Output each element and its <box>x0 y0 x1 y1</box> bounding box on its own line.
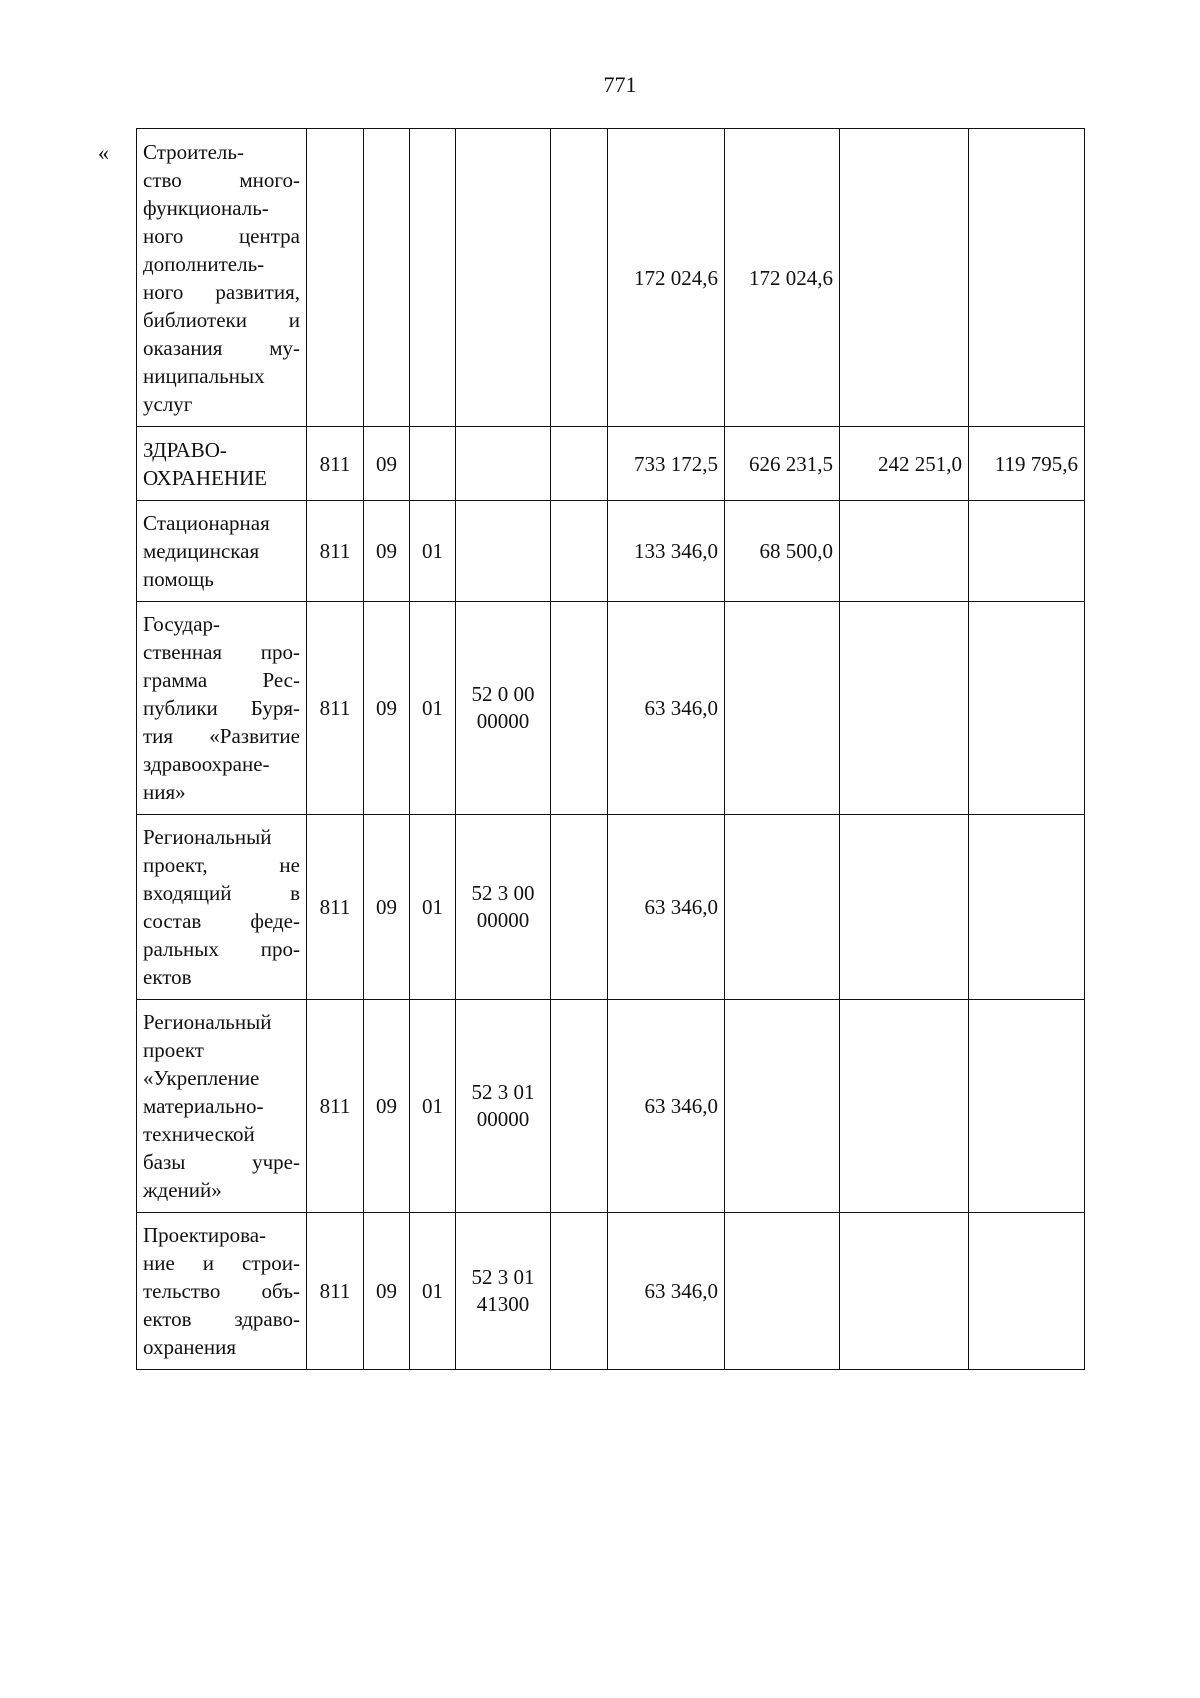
sum-column-3-cell <box>840 1213 969 1370</box>
item-name-line: здравоохране- <box>143 752 270 776</box>
subsection-code-cell: 01 <box>410 602 456 815</box>
item-name-line: ного центра <box>143 223 300 248</box>
item-name-line: ние и строи- <box>143 1251 300 1275</box>
ministry-code-cell: 811 <box>307 427 364 501</box>
subsection-code-cell <box>410 129 456 427</box>
ministry-code-cell: 811 <box>307 1000 364 1213</box>
subsection-code-cell: 01 <box>410 1000 456 1213</box>
expense-type-cell <box>551 815 608 1000</box>
item-name-line: тельство объ- <box>143 1279 300 1303</box>
sum-column-3-cell <box>840 501 969 602</box>
sum-column-3-cell <box>840 1000 969 1213</box>
table-row <box>137 1213 1085 1370</box>
subsection-code-cell <box>410 427 456 501</box>
table-row <box>137 129 1085 427</box>
item-name-line: ЗДРАВО- <box>143 437 227 462</box>
sum-total-cell: 733 172,5 <box>608 427 725 501</box>
item-name-line: Стационарная <box>143 511 270 535</box>
expense-type-cell <box>551 1213 608 1370</box>
item-name-line: Региональный <box>143 825 272 849</box>
item-name-cell <box>137 129 307 427</box>
ministry-code-cell: 811 <box>307 602 364 815</box>
item-name-line: проект <box>143 1038 204 1062</box>
ministry-code-cell: 811 <box>307 501 364 602</box>
sum-column-4-cell <box>969 129 1085 427</box>
sum-total-cell: 63 346,0 <box>608 1000 725 1213</box>
item-name-line: ждений» <box>143 1178 222 1202</box>
section-code-cell: 09 <box>364 501 410 602</box>
sum-total-cell: 63 346,0 <box>608 1213 725 1370</box>
section-code-cell <box>364 129 410 427</box>
sum-column-2-cell <box>725 1213 840 1370</box>
sum-column-3-cell <box>840 129 969 427</box>
sum-column-2-cell: 626 231,5 <box>725 427 840 501</box>
item-name-line: медицинская <box>143 539 260 563</box>
item-name-line: оказания му- <box>143 335 300 360</box>
sum-column-4-cell: 119 795,6 <box>969 427 1085 501</box>
expense-type-cell <box>551 501 608 602</box>
item-name-line: охранения <box>143 1335 236 1359</box>
item-name-line: проект, не <box>143 853 300 877</box>
item-name-line: функциональ- <box>143 195 269 220</box>
item-name-line: ство много- <box>143 167 300 192</box>
target-article-cell <box>456 129 551 427</box>
target-article-cell <box>456 501 551 602</box>
sum-column-2-cell: 68 500,0 <box>725 501 840 602</box>
sum-column-4-cell <box>969 1000 1085 1213</box>
sum-column-4-cell <box>969 501 1085 602</box>
item-name-line: ектов здраво- <box>143 1307 300 1331</box>
item-name-line: публики Буря- <box>143 696 300 720</box>
item-name-cell <box>137 501 307 602</box>
table-row <box>137 815 1085 1000</box>
table-row <box>137 1000 1085 1213</box>
subsection-code-cell: 01 <box>410 815 456 1000</box>
item-name-line: ОХРАНЕНИЕ <box>143 465 268 490</box>
ministry-code-cell: 811 <box>307 1213 364 1370</box>
page-number: 771 <box>603 72 637 97</box>
sum-column-4-cell <box>969 815 1085 1000</box>
item-name-line: ектов <box>143 965 192 989</box>
sum-column-4-cell <box>969 1213 1085 1370</box>
item-name-line: материально- <box>143 1094 264 1118</box>
item-name-line: грамма Рес- <box>143 668 300 692</box>
section-code-cell: 09 <box>364 1000 410 1213</box>
sum-column-2-cell <box>725 1000 840 1213</box>
sum-column-2-cell <box>725 815 840 1000</box>
target-article-cell: 52 0 00 00000 <box>456 602 551 815</box>
item-name-line: базы учре- <box>143 1150 300 1174</box>
item-name-line: ственная про- <box>143 640 300 664</box>
sum-column-4-cell <box>969 602 1085 815</box>
item-name-line: ральных про- <box>143 937 300 961</box>
item-name-line: состав феде- <box>143 909 300 933</box>
item-name-line: ния» <box>143 780 186 804</box>
sum-column-2-cell <box>725 602 840 815</box>
item-name-line: технической <box>143 1122 255 1146</box>
item-name-line: помощь <box>143 567 214 591</box>
expense-type-cell <box>551 602 608 815</box>
item-name-cell <box>137 815 307 1000</box>
expense-type-cell <box>551 129 608 427</box>
ministry-code-cell <box>307 129 364 427</box>
sum-column-2-cell: 172 024,6 <box>725 129 840 427</box>
table-row <box>137 501 1085 602</box>
target-article-cell: 52 3 01 00000 <box>456 1000 551 1213</box>
item-name-line: ного развития, <box>143 279 300 304</box>
expense-type-cell <box>551 1000 608 1213</box>
item-name-line: Региональный <box>143 1010 272 1034</box>
sum-column-3-cell <box>840 815 969 1000</box>
sum-total-cell: 63 346,0 <box>608 602 725 815</box>
item-name-cell <box>137 427 307 501</box>
section-code-cell: 09 <box>364 815 410 1000</box>
sum-total-cell: 133 346,0 <box>608 501 725 602</box>
item-name-line: «Укрепление <box>143 1066 260 1090</box>
section-code-cell: 09 <box>364 1213 410 1370</box>
subsection-code-cell: 01 <box>410 1213 456 1370</box>
item-name-line: тия «Развитие <box>143 724 300 748</box>
budget-table-body <box>137 129 1085 1370</box>
item-name-line: Государ- <box>143 612 221 636</box>
sum-total-cell: 63 346,0 <box>608 815 725 1000</box>
item-name-line: ниципальных <box>143 363 265 388</box>
expense-type-cell <box>551 427 608 501</box>
opening-quote-mark: « <box>98 140 109 165</box>
item-name-line: дополнитель- <box>143 251 265 276</box>
sum-total-cell: 172 024,6 <box>608 129 725 427</box>
sum-column-3-cell <box>840 602 969 815</box>
item-name-line: библиотеки и <box>143 307 300 332</box>
section-code-cell: 09 <box>364 602 410 815</box>
target-article-cell: 52 3 01 41300 <box>456 1213 551 1370</box>
table-row <box>137 427 1085 501</box>
item-name-cell <box>137 1000 307 1213</box>
item-name-cell <box>137 602 307 815</box>
section-code-cell: 09 <box>364 427 410 501</box>
budget-table <box>136 128 1085 1370</box>
table-row <box>137 602 1085 815</box>
item-name-line: Строитель- <box>143 139 244 164</box>
item-name-cell <box>137 1213 307 1370</box>
item-name-line: входящий в <box>143 881 300 905</box>
item-name-line: Проектирова- <box>143 1223 267 1247</box>
target-article-cell <box>456 427 551 501</box>
sum-column-3-cell: 242 251,0 <box>840 427 969 501</box>
target-article-cell: 52 3 00 00000 <box>456 815 551 1000</box>
subsection-code-cell: 01 <box>410 501 456 602</box>
ministry-code-cell: 811 <box>307 815 364 1000</box>
item-name-line: услуг <box>143 391 193 416</box>
